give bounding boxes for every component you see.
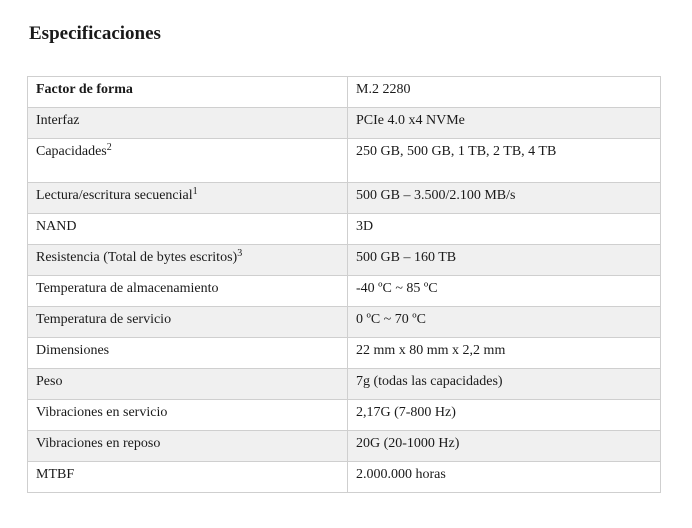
page-title: Especificaciones [29,23,161,44]
table-row [28,245,661,276]
spec-label [28,400,348,431]
spec-value: 500 GB – 3.500/2.100 MB/s [348,183,661,214]
table-row [28,400,661,431]
table-row [28,108,661,139]
spec-label-text: Resistencia (Total de bytes escritos) [36,250,238,265]
spec-label-text: Factor de forma [36,82,133,97]
spec-label-text: Temperatura de almacenamiento [36,281,219,296]
spec-label [28,307,348,338]
spec-label-text: Temperatura de servicio [36,312,172,327]
spec-value: 22 mm x 80 mm x 2,2 mm [348,338,661,369]
spec-value: -40 ºC ~ 85 ºC [348,276,661,307]
table-row [28,214,661,245]
spec-label-text: MTBF [36,467,75,482]
spec-label [28,245,348,276]
spec-label [28,108,348,139]
spec-label [28,462,348,493]
spec-label [28,276,348,307]
spec-label-text: Peso [36,374,63,389]
table-row [28,307,661,338]
spec-label [28,338,348,369]
spec-label-text: Vibraciones en reposo [36,436,161,451]
table-row [28,276,661,307]
table-row [28,338,661,369]
spec-value: 2.000.000 horas [348,462,661,493]
table-row [28,183,661,214]
spec-label [28,183,348,214]
footnote-marker: 1 [192,186,198,197]
spec-value: PCIe 4.0 x4 NVMe [348,108,661,139]
spec-label [28,77,348,108]
spec-value: 500 GB – 160 TB [348,245,661,276]
table-row [28,431,661,462]
spec-value: 0 ºC ~ 70 ºC [348,307,661,338]
spec-value: 3D [348,214,661,245]
spec-value: M.2 2280 [348,77,661,108]
table-row [28,369,661,400]
table-row [28,77,661,108]
footnote-marker: 3 [237,248,243,259]
table-row [28,139,661,183]
spec-label-text: Capacidades [36,144,107,159]
spec-value: 7g (todas las capacidades) [348,369,661,400]
spec-label-text: Lectura/escritura secuencial [36,188,193,203]
spec-label-text: Interfaz [36,113,80,128]
spec-label [28,214,348,245]
spec-label-text: Vibraciones en servicio [36,405,168,420]
spec-label [28,369,348,400]
spec-label-text: Dimensiones [36,343,110,358]
spec-label-text: NAND [36,219,77,234]
footnote-marker: 2 [106,142,112,153]
spec-value: 2,17G (7-800 Hz) [348,400,661,431]
spec-label [28,431,348,462]
spec-value: 250 GB, 500 GB, 1 TB, 2 TB, 4 TB [348,139,661,183]
spec-value: 20G (20-1000 Hz) [348,431,661,462]
specifications-table [27,76,661,493]
table-row [28,462,661,493]
spec-label [28,139,348,183]
